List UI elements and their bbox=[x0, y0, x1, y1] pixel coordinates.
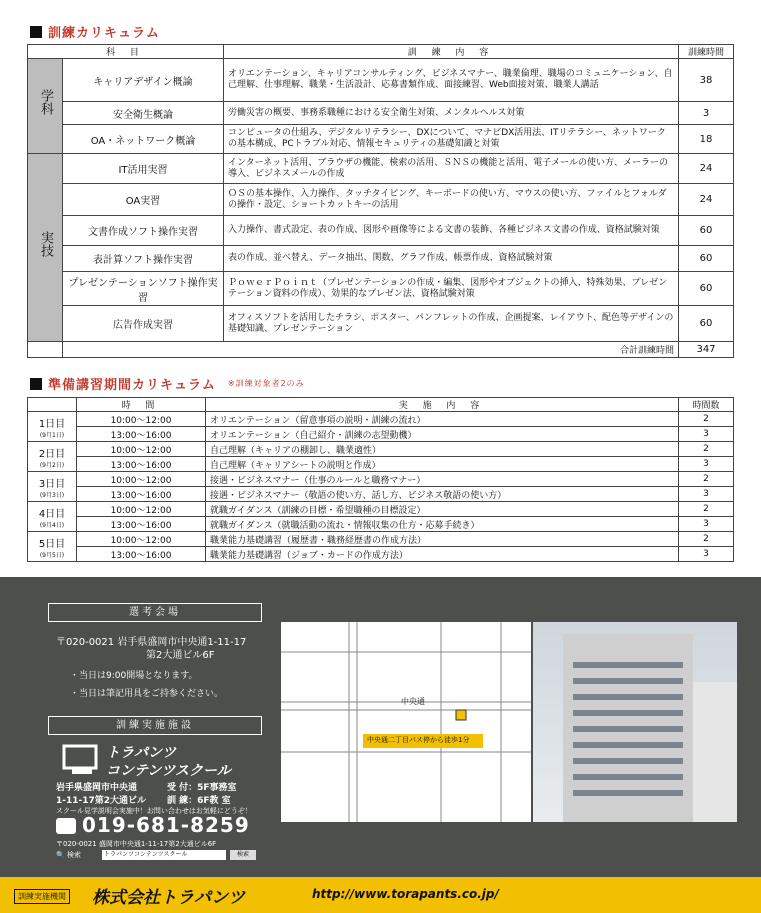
search-button[interactable]: 検索 bbox=[230, 850, 256, 860]
table-row: 3日目 (9月3日) 10:00～12:00 接遇・ビジネスマナー（仕事のルールと職務マナー） 2 bbox=[28, 472, 734, 487]
table-row: プレゼンテーションソフト操作実習 ＰｏｗｅｒＰｏｉｎｔ（プレゼンテーションの作成・編集、図形やオブジェクトの挿入、特殊効果、プレゼンテーション資料の作成）、効果的なプレゼン法、資格試験対策 60 bbox=[28, 272, 734, 306]
table-row: 安全衛生概論 労働災害の概要、事務系職種における安全衛生対策、メンタルヘルス対策 3 bbox=[28, 102, 734, 125]
venue-label: 選考会場 bbox=[48, 603, 262, 622]
table-row: 13:00～16:00 オリエンテーション（自己紹介・訓練の志望動機） 3 bbox=[28, 427, 734, 442]
phone-icon bbox=[56, 818, 76, 834]
search-box[interactable]: 🔍 検索 トラパンツコンテンツスクール 検索 bbox=[56, 850, 261, 862]
bottom-bar bbox=[0, 877, 761, 913]
category-gakka: 学科 bbox=[28, 59, 63, 154]
table-row: 13:00～16:00 接遇・ビジネスマナー（敬語の使い方、話し方、ビジネス敬語の使い方） 3 bbox=[28, 487, 734, 502]
provider-badge: 訓練実施機関 bbox=[14, 889, 70, 904]
table-row: 4日目 (9月4日) 10:00～12:00 就職ガイダンス（訓練の目標・希望職種の目標設定） 2 bbox=[28, 502, 734, 517]
table-row: 文書作成ソフト操作実習 入力操作、書式設定、表の作成、図形や画像等による文書の装飾、各種ビジネス文書の作成、資格試験対策 60 bbox=[28, 216, 734, 246]
table-row: 13:00～16:00 自己理解（キャリアシートの説明と作成） 3 bbox=[28, 457, 734, 472]
table-row: 広告作成実習 オフィスソフトを活用したチラシ、ポスター、パンフレットの作成、企画提案、レイアウト、配色等デザインの基礎知識、プレゼンテーション 60 bbox=[28, 306, 734, 342]
table-row: 表計算ソフト操作実習 表の作成、並べ替え、データ抽出、関数、グラフ作成、帳票作成、資格試験対策 60 bbox=[28, 246, 734, 272]
table-row: 1日目 (9月1日) 10:00～12:00 オリエンテーション（留意事項の説明・訓練の流れ） 2 bbox=[28, 412, 734, 427]
school-logo: トラパンツ コンテンツスクール bbox=[62, 740, 262, 780]
section1-title: 訓練カリキュラム bbox=[30, 22, 160, 41]
table-row: 学科 キャリアデザイン概論 オリエンテーション、キャリアコンサルティング、ビジネスマナー、職業倫理、職場のコミュニケーション、自己理解、仕事理解、職業・生活設計、応募書類作成、面接練習、Web面接対策、職業人講話 38 bbox=[28, 59, 734, 102]
table-row: 13:00～16:00 就職ガイダンス（就職活動の流れ・情報収集の仕方・応募手続き） 3 bbox=[28, 517, 734, 532]
total-row: 合計訓練時間 347 bbox=[28, 342, 734, 358]
table-row: 5日目 (9月5日) 10:00～12:00 職業能力基礎講習（履歴書・職務経歴書の作成方法） 2 bbox=[28, 532, 734, 547]
facility-label: 訓練実施施設 bbox=[48, 716, 262, 735]
col-content: 訓 練 内 容 bbox=[224, 45, 679, 59]
col-subject: 科 目 bbox=[28, 45, 224, 59]
table-row: OA・ネットワーク概論 コンピュータの仕組み、デジタルリテラシー、DXについて、マナビDX活用法、ITリテラシー、ネットワークの基本構成、PCトラブル対応、情報セキュリティの基礎知識と対策 18 bbox=[28, 125, 734, 154]
company-name: 株式会社トラパンツ bbox=[92, 888, 245, 908]
phone-number[interactable]: 019-681-8259 bbox=[82, 813, 250, 837]
square-bullet-icon bbox=[30, 378, 42, 390]
company-url[interactable]: http://www.torapants.co.jp/ bbox=[312, 887, 499, 901]
curriculum-table bbox=[27, 44, 734, 358]
table-row: 実技 IT活用実習 インターネット活用、ブラウザの機能、検索の活用、ＳＮＳの機能と活用、電子メールの使い方、メーラーの導入、ビジネスメールの作成 24 bbox=[28, 154, 734, 184]
category-jitsugi: 実技 bbox=[28, 154, 63, 342]
col-hours: 訓練時間 bbox=[679, 45, 734, 59]
search-query: トラパンツコンテンツスクール bbox=[102, 850, 226, 860]
table-row: OA実習 ＯＳの基本操作、入力操作、タッチタイピング、キーボードの使い方、マウスの使い方、ファイルとフォルダの操作・設定、ショートカットキーの活用 24 bbox=[28, 184, 734, 216]
section2-title: 準備講習期間カリキュラム ※訓練対象者2のみ bbox=[30, 374, 305, 393]
school-logo-icon bbox=[62, 742, 102, 778]
building-photo bbox=[533, 622, 737, 822]
square-bullet-icon bbox=[30, 26, 42, 38]
access-map: 中央通 中央通二丁目バス停から徒歩1分 bbox=[281, 622, 531, 822]
table-row: 2日目 (9月2日) 10:00～12:00 自己理解（キャリアの棚卸し、職業適性） 2 bbox=[28, 442, 734, 457]
prep-table: 時 間 実 施 内 容 時間数 1日目 (9月1日) 10:00～12:00 オリエンテーション（留意事項の説明・訓練の流れ） 2 13:00～16:00 オリエンテーション（自己紹介・訓練の志望動機） 3 2日目 (9月2日) 10:00～12:00 自己理解（キャリアの棚卸し、職業適性） 2 13:00～16:00 自己理解（キャリアシートの説明と作成） 3 3日目 (9月3日) 10:00～12:00 接遇・ビジネスマナー（仕事のルールと職務マナー） 2 13:00～16:00 接遇・ビジネスマナー（敬語の使い方、話し方、ビジネス敬語の使い方） 3 4日目 (9月4日) 10:00～12:00 就職ガイダンス（訓練の目標・希望職種の目標設定） 2 13:00～16:00 就職ガイダンス（就職活動の流れ・情報収集の仕方・応募手続き） 3 5日目 (9月5日) 10:00～12:00 職業能力基礎講習（履歴書・職務経歴書の作成方法） 2 13:00～16:00 職業能力基礎講習（ジョブ・カードの作成方法） 3 bbox=[27, 397, 734, 562]
table-row: 13:00～16:00 職業能力基礎講習（ジョブ・カードの作成方法） 3 bbox=[28, 547, 734, 562]
